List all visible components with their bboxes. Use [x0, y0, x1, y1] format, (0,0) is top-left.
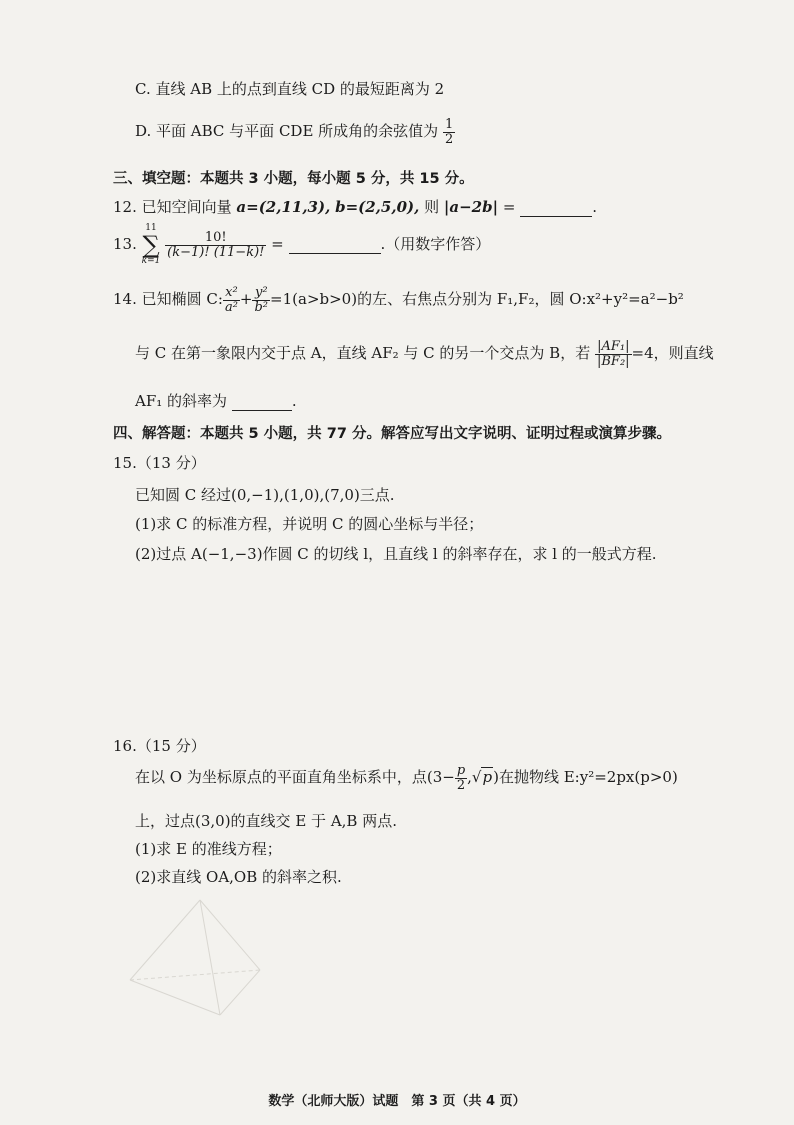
answer-blank-14[interactable] [232, 392, 292, 411]
question-16-line2: 上，过点(3,0)的直线交 E 于 A,B 两点. [135, 812, 397, 830]
question-16-part1: (1)求 E 的准线方程； [135, 840, 282, 858]
bleed-through-figure [120, 895, 280, 1025]
section3-heading: 三、填空题：本题共 3 小题，每小题 5 分，共 15 分。 [113, 171, 474, 187]
option-d-fraction: $\frac{1}{2}$ [444, 117, 454, 147]
summation-sign: 11 ∑ k=1 [141, 223, 161, 266]
bleed-through [520, 95, 524, 111]
option-d: D. 平面 ABC 与平面 CDE 所成角的余弦值为 $\frac{1}{2}$ [135, 117, 454, 147]
question-16-part2: (2)求直线 OA,OB 的斜率之积. [135, 868, 342, 886]
question-16-line1: 在以 O 为坐标原点的平面直角坐标系中，点(3− $\frac{p}{2}$ ,√p)在抛物线 E:y²=2px(p>0) [135, 763, 678, 793]
answer-blank-13[interactable] [289, 235, 381, 254]
question-16-title: 16.（15 分） [113, 737, 206, 755]
section4-heading: 四、解答题：本题共 5 小题，共 77 分。解答应写出文字说明、证明过程或演算步骤。 [113, 426, 671, 442]
question-15-part1: (1)求 C 的标准方程，并说明 C 的圆心坐标与半径； [135, 515, 484, 533]
option-c: C. 直线 AB 上的点到直线 CD 的最短距离为 2 [135, 80, 445, 98]
answer-blank-12[interactable] [520, 198, 592, 217]
page-footer: 数学（北师大版）试题 第 3 页（共 4 页） [268, 1094, 526, 1109]
x2-over-a2: $\frac{\text{x²}}{\text{a²}}$ [224, 285, 238, 315]
question-15-title: 15.（13 分） [113, 454, 206, 472]
question-12: 12. 已知空间向量 a=(2,11,3), b=(2,5,0), 则 |a−2b| = . [113, 198, 597, 216]
question-14-line3: AF₁ 的斜率为 . [135, 392, 297, 410]
question-15-stem: 已知圆 C 经过(0,−1),(1,0),(7,0)三点. [135, 486, 395, 504]
af1-over-bf2: $\frac{\text{|AF₁|}}{\text{|BF₂|}}$ [597, 339, 630, 369]
y2-over-b2: $\frac{\text{y²}}{\text{b²}}$ [254, 285, 269, 315]
question-13: 13. 11 ∑ k=1 $\frac{10!}{(k-1)! (11-k)!}$ = .（用数字作答） [113, 223, 491, 266]
question-13-fraction: $\frac{10!}{(k-1)! (11-k)!}$ [167, 229, 265, 260]
question-14-line2: 与 C 在第一象限内交于点 A，直线 AF₂ 与 C 的另一个交点为 B，若 $\frac{\text{|AF₁|}}{\text{|BF₂|}}$ =4，则直线 [135, 339, 714, 369]
question-14-line1: 14. 已知椭圆 C: $\frac{\text{x²}}{\text{a²}}$ + $\frac{\text{y²}}{\text{b²}}$ =1(a>b>0)的左、右焦点分别为 F₁,F₂，圆 O:x²+y²=a²−b² [113, 285, 684, 315]
p-over-2: $\frac{p}{2}$ [456, 763, 466, 793]
question-15-part2: (2)过点 A(−1,−3)作圆 C 的切线 l，且直线 l 的斜率存在，求 l 的一般式方程. [135, 545, 657, 563]
